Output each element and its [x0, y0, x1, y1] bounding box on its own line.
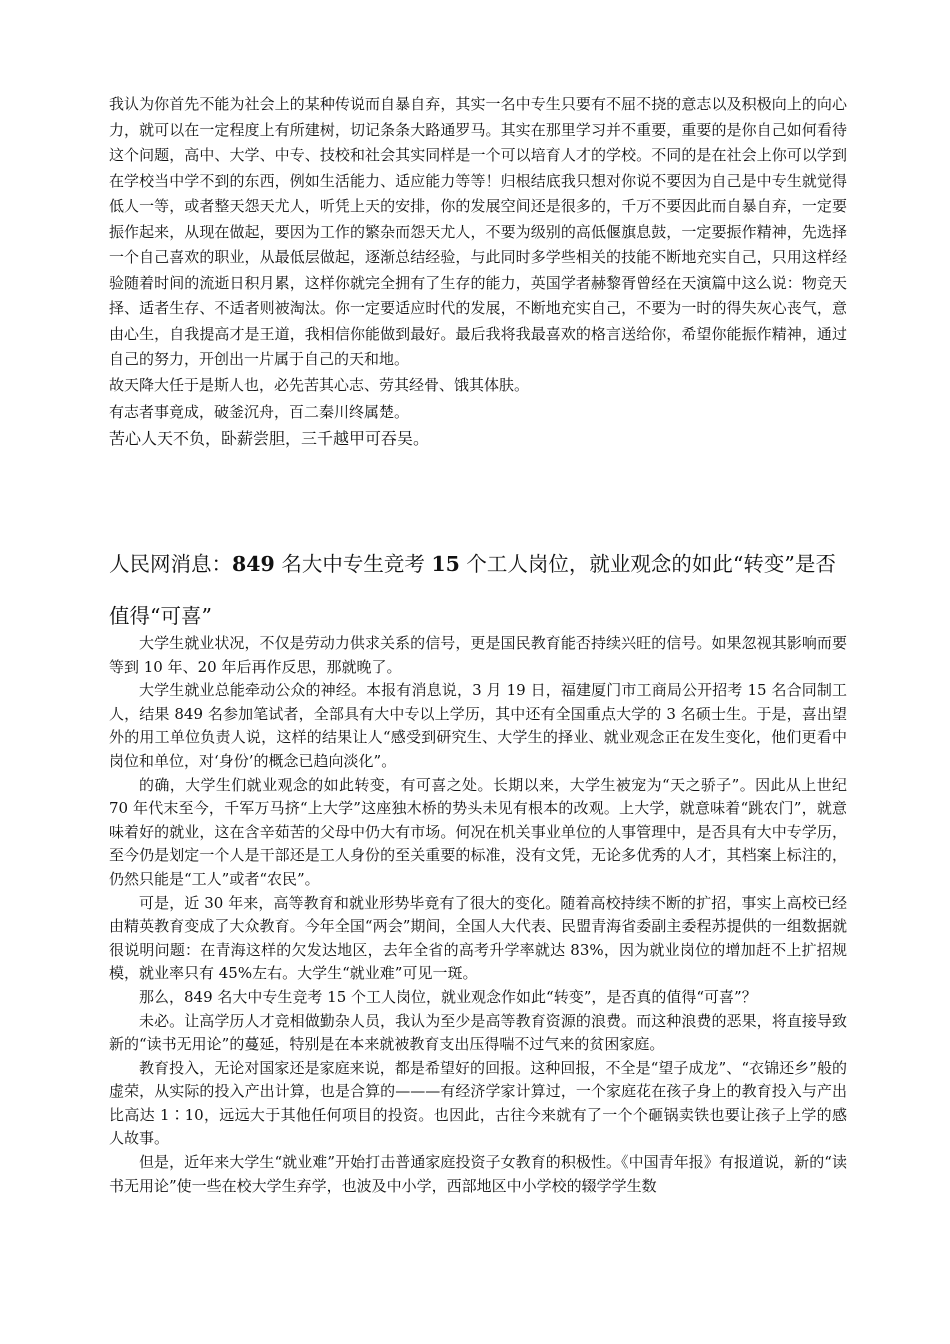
article-paragraph-3: 的确，大学生们就业观念的如此转变，有可喜之处。长期以来，大学生被宠为“天之骄子”。因此从上世纪 70 年代末至今，千军万马挤“上大学”这座独木桥的势头未见有根本的改观。上大学，就意味着“跳农门”，就意味着好的就业，这在含辛茹苦的父母中仍大有市场。何况在机关事业单位的人事管理中，是否具有大中专学历，至今仍是划定一个人是干部还是工人身份的至关重要的标准，没有文凭，无论多优秀的人才，其档案上标注的，仍然只能是“工人”或者“农民”。	[109, 775, 847, 888]
article-headline	[109, 538, 849, 642]
motto-line-1: 故天降大任于是斯人也，必先苦其心志、劳其经骨、饿其体肤。	[109, 375, 530, 394]
motto-line-3: 苦心人天不负，卧薪尝胆，三千越甲可吞吴。	[109, 429, 430, 448]
article-paragraph-7: 教育投入，无论对国家还是家庭来说，都是希望好的回报。这种回报，不全是“望子成龙”、“衣锦还乡”般的虚荣，从实际的投入产出计算，也是合算的———有经济学家计算过，一个家庭花在孩子身上的教育投入与产出比高达 1∶10，远远大于其他任何项目的投资。也因此，古往今来就有了一个个砸锅卖铁也要让孩子上学的感人故事。	[109, 1058, 847, 1148]
motto-line-2: 有志者事竟成，破釜沉舟，百二秦川终属楚。	[109, 403, 410, 421]
headline-part-3: 个工人岗位，就业观念的如此“转变”是否值得“可喜”	[109, 552, 836, 628]
article-body	[109, 632, 847, 1198]
headline-part-2: 名大中专生竞考	[274, 552, 432, 576]
headline-part-1: 人民网消息：	[109, 552, 232, 576]
article-paragraph-4: 可是，近 30 年来，高等教育和就业形势毕竟有了很大的变化。随着高校持续不断的扩招，事实上高校已经由精英教育变成了大众教育。今年全国“两会”期间，全国人大代表、民盟青海省委副主委程苏提供的一组数据就很说明问题：在青海这样的欠发达地区，去年全省的高考升学率就达 83%，因为就业岗位的增加赶不上扩招规模，就业率只有 45%左右。大学生“就业难”可见一斑。	[109, 893, 847, 983]
article-paragraph-6: 未必。让高学历人才竞相做勤杂人员，我认为至少是高等教育资源的浪费。而这种浪费的恶果，将直接导致新的“读书无用论”的蔓延，特别是在本来就被教育支出压得喘不过气来的贫困家庭。	[109, 1011, 847, 1054]
headline-number-2: 15	[431, 552, 460, 576]
article-paragraph-5: 那么，849 名大中专生竞考 15 个工人岗位，就业观念作如此“转变”，是否真的值得“可喜”？	[139, 987, 757, 1006]
advice-section	[109, 92, 847, 451]
article-paragraph-2: 大学生就业总能牵动公众的神经。本报有消息说，3 月 19 日，福建厦门市工商局公开招考 15 名合同制工人，结果 849 名参加笔试者，全部具有大中专以上学历，其中还有全国重点大学的 3 名硕士生。于是，喜出望外的用工单位负责人说，这样的结果让人“感受到研究生、大学生的择业、就业观念正在发生变化，他们更看中岗位和单位，对‘身份’的概念已趋向淡化”。	[109, 681, 847, 770]
advice-paragraph: 我认为你首先不能为社会上的某种传说而自暴自弃，其实一名中专生只要有不屈不挠的意志以及积极向上的向心力，就可以在一定程度上有所建树，切记条条大路通罗马。其实在那里学习并不重要，重要的是你自己如何看待这个问题，高中、大学、中专、技校和社会其实同样是一个可以培育人才的学校。不同的是在社会上你可以学到在学校当中学不到的东西，例如生活能力、适应能力等等！归根结底我只想对你说不要因为自己是中专生就觉得低人一等，或者整天怨天尤人，听凭上天的安排，你的发展空间还是很多的，千万不要因此而自暴自弃，一定要振作起来，从现在做起，要因为工作的繁杂而怨天尤人，不要为级别的高低偃旗息鼓，一定要振作精神，先选择一个自己喜欢的职业，从最低层做起，逐渐总结经验，与此同时多学些相关的技能不断地充实自己，只用这样经验随着时间的流逝日积月累，这样你就完全拥有了生存的能力，英国学者赫黎胥曾经在天演篇中这么说：物竞天择、适者生存、不适者则被淘汰。你一定要适应时代的发展，不断地充实自己，不要为一时的得失灰心丧气，意由心生，自我提高才是王道，我相信你能做到最好。最后我将我最喜欢的格言送给你，希望你能振作精神，通过自己的努力，开创出一片属于自己的天和地。	[109, 95, 847, 368]
article-paragraph-1: 大学生就业状况，不仅是劳动力供求关系的信号，更是国民教育能否持续兴旺的信号。如果忽视其影响而要等到 10 年、20 年后再作反思，那就晚了。	[109, 634, 847, 676]
headline-number-1: 849	[232, 552, 275, 576]
article-paragraph-8: 但是，近年来大学生“就业难”开始打击普通家庭投资子女教育的积极性。《中国青年报》有报道说，新的“读书无用论”使一些在校大学生弃学，也波及中小学，西部地区中小学校的辍学学生数	[109, 1153, 847, 1195]
